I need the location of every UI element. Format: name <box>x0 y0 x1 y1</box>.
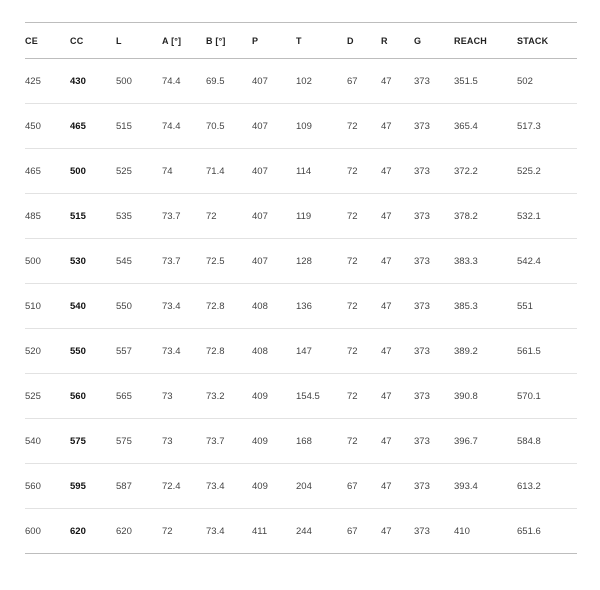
table-cell: 70.5 <box>206 120 225 132</box>
table-cell: 557 <box>116 345 132 357</box>
table-cell: 373 <box>414 390 430 402</box>
table-cell: 47 <box>381 300 392 312</box>
table-row <box>25 104 577 149</box>
table-cell: 47 <box>381 435 392 447</box>
table-cell: 74.4 <box>162 120 181 132</box>
table-row <box>25 149 577 194</box>
table-cell: 425 <box>25 75 41 87</box>
table-header <box>25 23 577 59</box>
table-cell: 613.2 <box>517 480 541 492</box>
table-cell: 74 <box>162 165 173 177</box>
table-cell: 540 <box>70 300 86 312</box>
table-cell: 595 <box>70 480 86 492</box>
table-cell: 525 <box>116 165 132 177</box>
table-cell: 128 <box>296 255 312 267</box>
table-cell: 410 <box>454 525 470 537</box>
table-cell: 430 <box>70 75 86 87</box>
table-cell: 551 <box>517 300 533 312</box>
table-cell: 500 <box>116 75 132 87</box>
table-cell: 407 <box>252 255 268 267</box>
table-cell: 365.4 <box>454 120 478 132</box>
table-cell: 407 <box>252 75 268 87</box>
table-cell: 465 <box>25 165 41 177</box>
table-row <box>25 194 577 239</box>
table-cell: 351.5 <box>454 75 478 87</box>
geometry-table <box>25 22 577 554</box>
table-cell: 73 <box>162 435 173 447</box>
column-header-l: L <box>116 35 122 46</box>
table-cell: 73 <box>162 390 173 402</box>
table-cell: 73.2 <box>206 390 225 402</box>
column-header-p: P <box>252 35 259 46</box>
table-cell: 67 <box>347 75 358 87</box>
table-cell: 72 <box>206 210 217 222</box>
table-cell: 390.8 <box>454 390 478 402</box>
table-cell: 575 <box>116 435 132 447</box>
table-cell: 73.7 <box>162 210 181 222</box>
table-cell: 67 <box>347 480 358 492</box>
table-cell: 72.4 <box>162 480 181 492</box>
table-cell: 373 <box>414 255 430 267</box>
table-cell: 520 <box>25 345 41 357</box>
table-cell: 47 <box>381 525 392 537</box>
table-cell: 389.2 <box>454 345 478 357</box>
table-cell: 515 <box>116 120 132 132</box>
table-cell: 373 <box>414 435 430 447</box>
table-cell: 72 <box>347 435 358 447</box>
table-cell: 530 <box>70 255 86 267</box>
table-cell: 373 <box>414 75 430 87</box>
table-cell: 450 <box>25 120 41 132</box>
table-cell: 407 <box>252 120 268 132</box>
table-cell: 373 <box>414 165 430 177</box>
table-cell: 373 <box>414 300 430 312</box>
table-cell: 525.2 <box>517 165 541 177</box>
table-cell: 517.3 <box>517 120 541 132</box>
table-cell: 378.2 <box>454 210 478 222</box>
column-header-stack: STACK <box>517 35 549 46</box>
table-cell: 525 <box>25 390 41 402</box>
table-cell: 373 <box>414 120 430 132</box>
table-cell: 550 <box>116 300 132 312</box>
header-row <box>25 23 577 59</box>
table-row <box>25 374 577 419</box>
table-cell: 407 <box>252 165 268 177</box>
table-cell: 72.5 <box>206 255 225 267</box>
table-row <box>25 509 577 554</box>
table-cell: 575 <box>70 435 86 447</box>
table-cell: 119 <box>296 210 312 222</box>
table-cell: 72.8 <box>206 345 225 357</box>
table-row <box>25 329 577 374</box>
table-cell: 532.1 <box>517 210 541 222</box>
table-cell: 71.4 <box>206 165 225 177</box>
table-cell: 168 <box>296 435 312 447</box>
table-cell: 72 <box>162 525 173 537</box>
table-cell: 204 <box>296 480 312 492</box>
table-cell: 587 <box>116 480 132 492</box>
table-row <box>25 419 577 464</box>
table-cell: 584.8 <box>517 435 541 447</box>
table-cell: 408 <box>252 345 268 357</box>
table-row <box>25 464 577 509</box>
column-header-reach: REACH <box>454 35 488 46</box>
table-cell: 69.5 <box>206 75 225 87</box>
table-cell: 550 <box>70 345 86 357</box>
table-cell: 372.2 <box>454 165 478 177</box>
table-cell: 73.7 <box>162 255 181 267</box>
table-cell: 409 <box>252 390 268 402</box>
table-cell: 651.6 <box>517 525 541 537</box>
table-cell: 244 <box>296 525 312 537</box>
table-cell: 565 <box>116 390 132 402</box>
table-cell: 540 <box>25 435 41 447</box>
table-cell: 73.4 <box>206 525 225 537</box>
table-cell: 373 <box>414 345 430 357</box>
table-cell: 47 <box>381 390 392 402</box>
table-body <box>25 59 577 554</box>
table-cell: 570.1 <box>517 390 541 402</box>
table-cell: 515 <box>70 210 86 222</box>
table-cell: 47 <box>381 165 392 177</box>
table-cell: 47 <box>381 210 392 222</box>
column-header-t: T <box>296 35 302 46</box>
table-cell: 154.5 <box>296 390 320 402</box>
table-cell: 72 <box>347 345 358 357</box>
table-cell: 620 <box>116 525 132 537</box>
table-cell: 560 <box>70 390 86 402</box>
table-cell: 67 <box>347 525 358 537</box>
table-cell: 600 <box>25 525 41 537</box>
table-cell: 409 <box>252 480 268 492</box>
table-cell: 409 <box>252 435 268 447</box>
table-cell: 47 <box>381 255 392 267</box>
table-cell: 385.3 <box>454 300 478 312</box>
table-cell: 502 <box>517 75 533 87</box>
column-header-g: G <box>414 35 422 46</box>
table-cell: 620 <box>70 525 86 537</box>
table-cell: 72 <box>347 300 358 312</box>
table-cell: 396.7 <box>454 435 478 447</box>
table-cell: 73.4 <box>206 480 225 492</box>
table-row <box>25 284 577 329</box>
table-cell: 72 <box>347 120 358 132</box>
table-cell: 47 <box>381 480 392 492</box>
table-row <box>25 239 577 284</box>
table-cell: 73.4 <box>162 345 181 357</box>
table-cell: 408 <box>252 300 268 312</box>
table-cell: 73.7 <box>206 435 225 447</box>
table-cell: 72 <box>347 255 358 267</box>
table-cell: 411 <box>252 525 268 537</box>
table-cell: 485 <box>25 210 41 222</box>
table-row <box>25 59 577 104</box>
table-cell: 373 <box>414 210 430 222</box>
column-header-r: R <box>381 35 388 46</box>
table-cell: 74.4 <box>162 75 181 87</box>
table-cell: 136 <box>296 300 312 312</box>
table-cell: 510 <box>25 300 41 312</box>
table-cell: 407 <box>252 210 268 222</box>
table-cell: 560 <box>25 480 41 492</box>
column-header-b: B [°] <box>206 35 226 46</box>
table-cell: 73.4 <box>162 300 181 312</box>
table-cell: 465 <box>70 120 86 132</box>
table-cell: 72 <box>347 390 358 402</box>
table-cell: 114 <box>296 165 312 177</box>
table-cell: 545 <box>116 255 132 267</box>
table-cell: 72.8 <box>206 300 225 312</box>
table-cell: 542.4 <box>517 255 541 267</box>
table-cell: 373 <box>414 480 430 492</box>
table-cell: 373 <box>414 525 430 537</box>
table-cell: 47 <box>381 75 392 87</box>
table-cell: 500 <box>70 165 86 177</box>
table-cell: 72 <box>347 165 358 177</box>
table-cell: 72 <box>347 210 358 222</box>
table-cell: 47 <box>381 345 392 357</box>
column-header-cc: CC <box>70 35 84 46</box>
table-cell: 500 <box>25 255 41 267</box>
table-cell: 383.3 <box>454 255 478 267</box>
table-cell: 147 <box>296 345 312 357</box>
table-cell: 535 <box>116 210 132 222</box>
column-header-d: D <box>347 35 354 46</box>
column-header-a: A [°] <box>162 35 182 46</box>
table-cell: 102 <box>296 75 312 87</box>
table-cell: 393.4 <box>454 480 478 492</box>
table-cell: 109 <box>296 120 312 132</box>
geometry-table-container <box>25 22 577 554</box>
table-cell: 47 <box>381 120 392 132</box>
column-header-ce: CE <box>25 35 38 46</box>
table-cell: 561.5 <box>517 345 541 357</box>
